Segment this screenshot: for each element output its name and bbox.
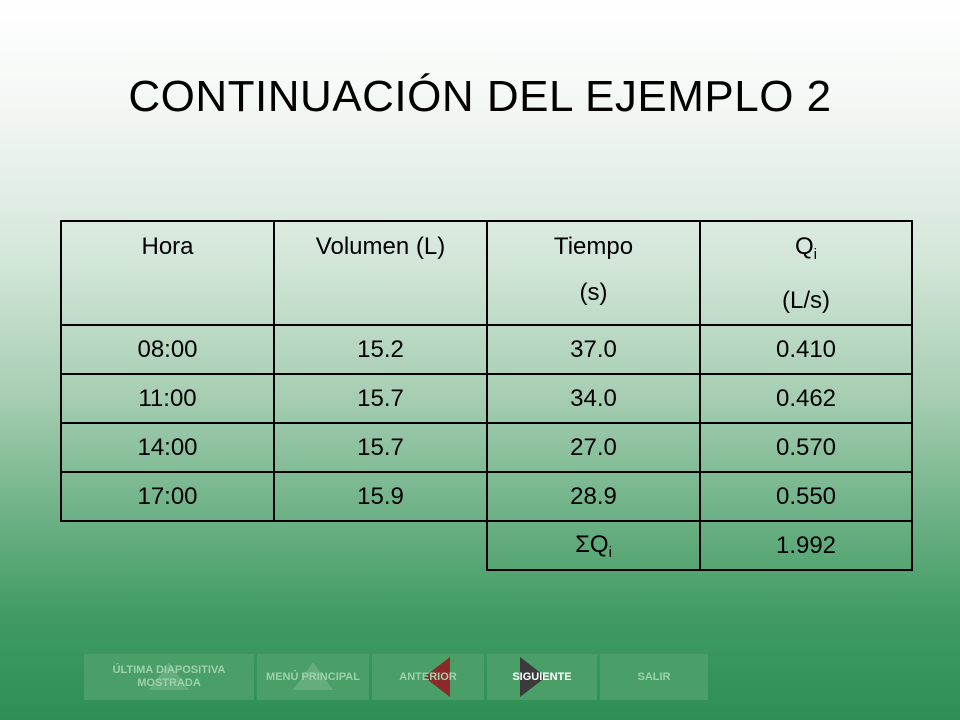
blank-cell xyxy=(274,521,487,570)
q-symbol: Q xyxy=(794,233,814,260)
header-hora: Hora xyxy=(61,221,274,325)
next-label: SIGUIENTE xyxy=(512,670,572,683)
sum-value: 1.992 xyxy=(700,521,912,570)
exit-button[interactable] xyxy=(600,654,708,700)
table-row xyxy=(61,472,912,521)
cell-tiempo: 37.0 xyxy=(487,325,700,374)
header-volumen: Volumen (L) xyxy=(274,221,487,325)
navigation-bar xyxy=(84,654,714,700)
header-caudal-unit: (L/s) xyxy=(782,287,830,314)
q-subscript: i xyxy=(813,246,817,263)
cell-caudal: 0.570 xyxy=(700,423,912,472)
main-menu-button[interactable] xyxy=(257,654,369,700)
cell-hora: 08:00 xyxy=(61,325,274,374)
exit-label: SALIR xyxy=(637,670,671,683)
header-tiempo-label: Tiempo xyxy=(553,233,634,260)
header-caudal xyxy=(700,221,912,325)
cell-hora: 17:00 xyxy=(61,472,274,521)
q-symbol: Q xyxy=(589,530,609,558)
table-header-row xyxy=(61,221,912,325)
cell-caudal: 0.550 xyxy=(700,472,912,521)
table-row xyxy=(61,374,912,423)
sum-row xyxy=(61,521,912,570)
cell-tiempo: 28.9 xyxy=(487,472,700,521)
last-shown-slide-button[interactable] xyxy=(84,654,254,700)
header-tiempo xyxy=(487,221,700,325)
slide-title: CONTINUACIÓN DEL EJEMPLO 2 xyxy=(128,72,832,121)
blank-cell xyxy=(61,521,274,570)
cell-volumen: 15.2 xyxy=(274,325,487,374)
data-table xyxy=(60,220,913,571)
cell-tiempo: 34.0 xyxy=(487,374,700,423)
cell-hora: 14:00 xyxy=(61,423,274,472)
previous-button[interactable] xyxy=(372,654,484,700)
header-tiempo-unit: (s) xyxy=(579,279,608,306)
cell-volumen: 15.9 xyxy=(274,472,487,521)
table-row xyxy=(61,325,912,374)
cell-tiempo: 27.0 xyxy=(487,423,700,472)
previous-label: ANTERIOR xyxy=(399,670,457,683)
sigma-symbol: Σ xyxy=(575,530,590,558)
main-menu-label: MENÚ PRINCIPAL xyxy=(266,670,360,683)
last-shown-slide-label: ÚLTIMA DIAPOSITIVA MOSTRADA xyxy=(112,664,226,689)
header-caudal-label xyxy=(701,224,911,278)
next-button[interactable] xyxy=(487,654,597,700)
table-row xyxy=(61,423,912,472)
cell-volumen: 15.7 xyxy=(274,374,487,423)
cell-caudal: 0.462 xyxy=(700,374,912,423)
cell-caudal: 0.410 xyxy=(700,325,912,374)
q-subscript: i xyxy=(608,543,612,561)
sum-label xyxy=(487,521,700,570)
cell-volumen: 15.7 xyxy=(274,423,487,472)
cell-hora: 11:00 xyxy=(61,374,274,423)
